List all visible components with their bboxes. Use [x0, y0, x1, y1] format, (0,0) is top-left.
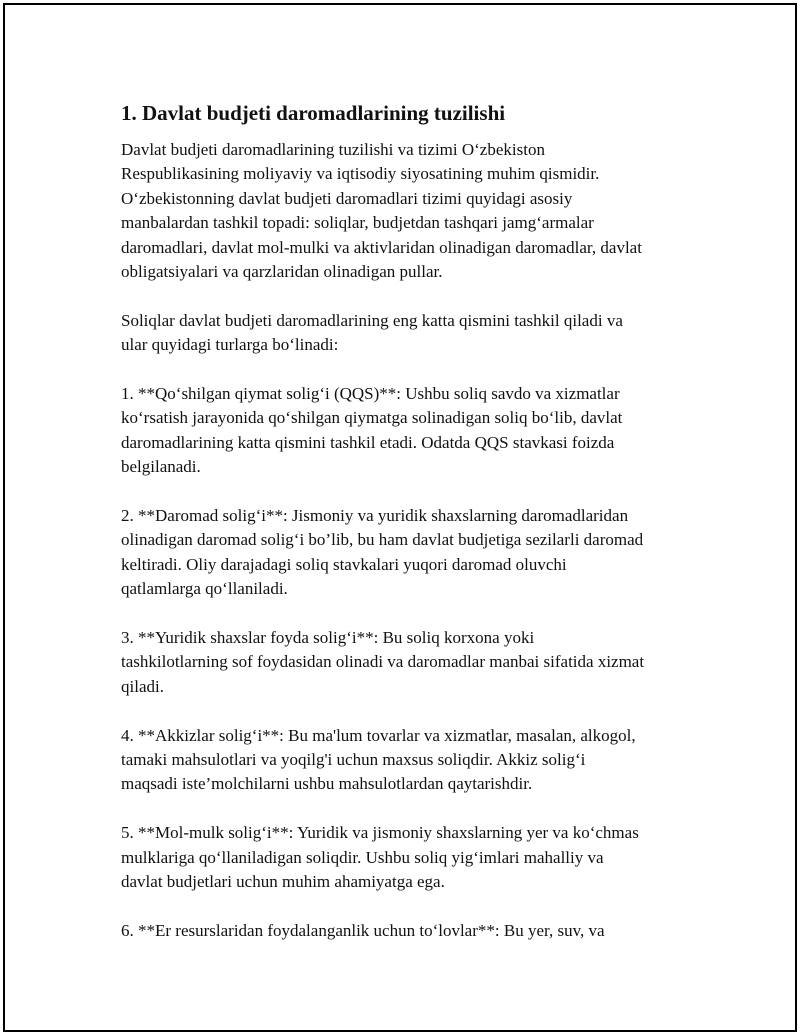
document-body [121, 100, 701, 968]
text-line: obligatsiyalari va qarzlaridan olinadigan pullar. [121, 262, 443, 282]
text-line: tashkilotlarning sof foydasidan olinadi va daromadlar manbai sifatida xizmat [121, 652, 645, 672]
text-line: 5. **Mol-mulk solig‘i**: Yuridik va jismoniy shaxslarning yer va ko‘chmas [121, 823, 639, 843]
list-item-excise-tax [121, 724, 701, 797]
text-line: tamaki mahsulotlari va yoqilg'i uchun maxsus soliqdir. Akkiz solig‘i [121, 750, 586, 770]
list-item-profit-tax [121, 626, 701, 699]
text-line: qiladi. [121, 676, 164, 696]
list-item-land-resources [121, 919, 701, 943]
text-line: maqsadi iste’molchilarni ushbu mahsulotlardan qaytarishdir. [121, 774, 533, 794]
paragraph-taxes-intro [121, 309, 701, 358]
text-line: davlat budjetlari uchun muhim ahamiyatga ega. [121, 872, 445, 892]
text-line: qatlamlarga qo‘llaniladi. [121, 579, 288, 599]
document-title: 1. Davlat budjeti daromadlarining tuzilishi [121, 101, 506, 125]
text-line: daromadlari, davlat mol-mulki va aktivlaridan olinadigan daromadlar, davlat [121, 237, 642, 257]
text-line: keltiradi. Oliy darajadagi soliq stavkalari yuqori daromad oluvchi [121, 554, 567, 574]
text-line: Davlat budjeti daromadlarining tuzilishi va tizimi O‘zbekiston [121, 140, 545, 159]
list-item-income-tax [121, 504, 701, 602]
page-frame [3, 3, 797, 1032]
text-line: belgilanadi. [121, 457, 201, 477]
list-item-property-tax [121, 821, 701, 894]
text-line: 2. **Daromad solig‘i**: Jismoniy va yuridik shaxslarning daromadlaridan [121, 506, 629, 526]
text-line: 3. **Yuridik shaxslar foyda solig‘i**: Bu soliq korxona yoki [121, 628, 535, 648]
text-line: daromadlarining katta qismini tashkil etadi. Odatda QQS stavkasi foizda [121, 432, 615, 452]
text-line: ular quyidagi turlarga bo‘linadi: [121, 335, 339, 355]
text-line: 6. **Er resurslaridan foydalanganlik uchun to‘lovlar**: Bu yer, suv, va [121, 920, 605, 940]
text-line: manbalardan tashkil topadi: soliqlar, budjetdan tashqari jamg‘armalar [121, 213, 594, 233]
text-line: olinadigan daromad solig‘i bo’lib, bu ham davlat budjetiga sezilarli daromad [121, 530, 644, 550]
paragraph-intro [121, 138, 701, 284]
text-line: 4. **Akkizlar solig‘i**: Bu ma'lum tovarlar va xizmatlar, masalan, alkogol, [121, 725, 636, 745]
text-line: Respublikasining moliyaviy va iqtisodiy siyosatining muhim qismidir. [121, 164, 600, 184]
text-line: ko‘rsatish jarayonida qo‘shilgan qiymatga solinadigan soliq bo‘lib, davlat [121, 408, 623, 428]
text-line: 1. **Qo‘shilgan qiymat solig‘i (QQS)**: Ushbu soliq savdo va xizmatlar [121, 384, 620, 404]
text-line: mulklariga qo‘llaniladigan soliqdir. Ushbu soliq yig‘imlari mahalliy va [121, 847, 604, 867]
text-line: O‘zbekistonning davlat budjeti daromadlari tizimi quyidagi asosiy [121, 188, 573, 208]
text-line: Soliqlar davlat budjeti daromadlarining eng katta qismini tashkil qiladi va [121, 310, 623, 330]
list-item-vat [121, 382, 701, 480]
